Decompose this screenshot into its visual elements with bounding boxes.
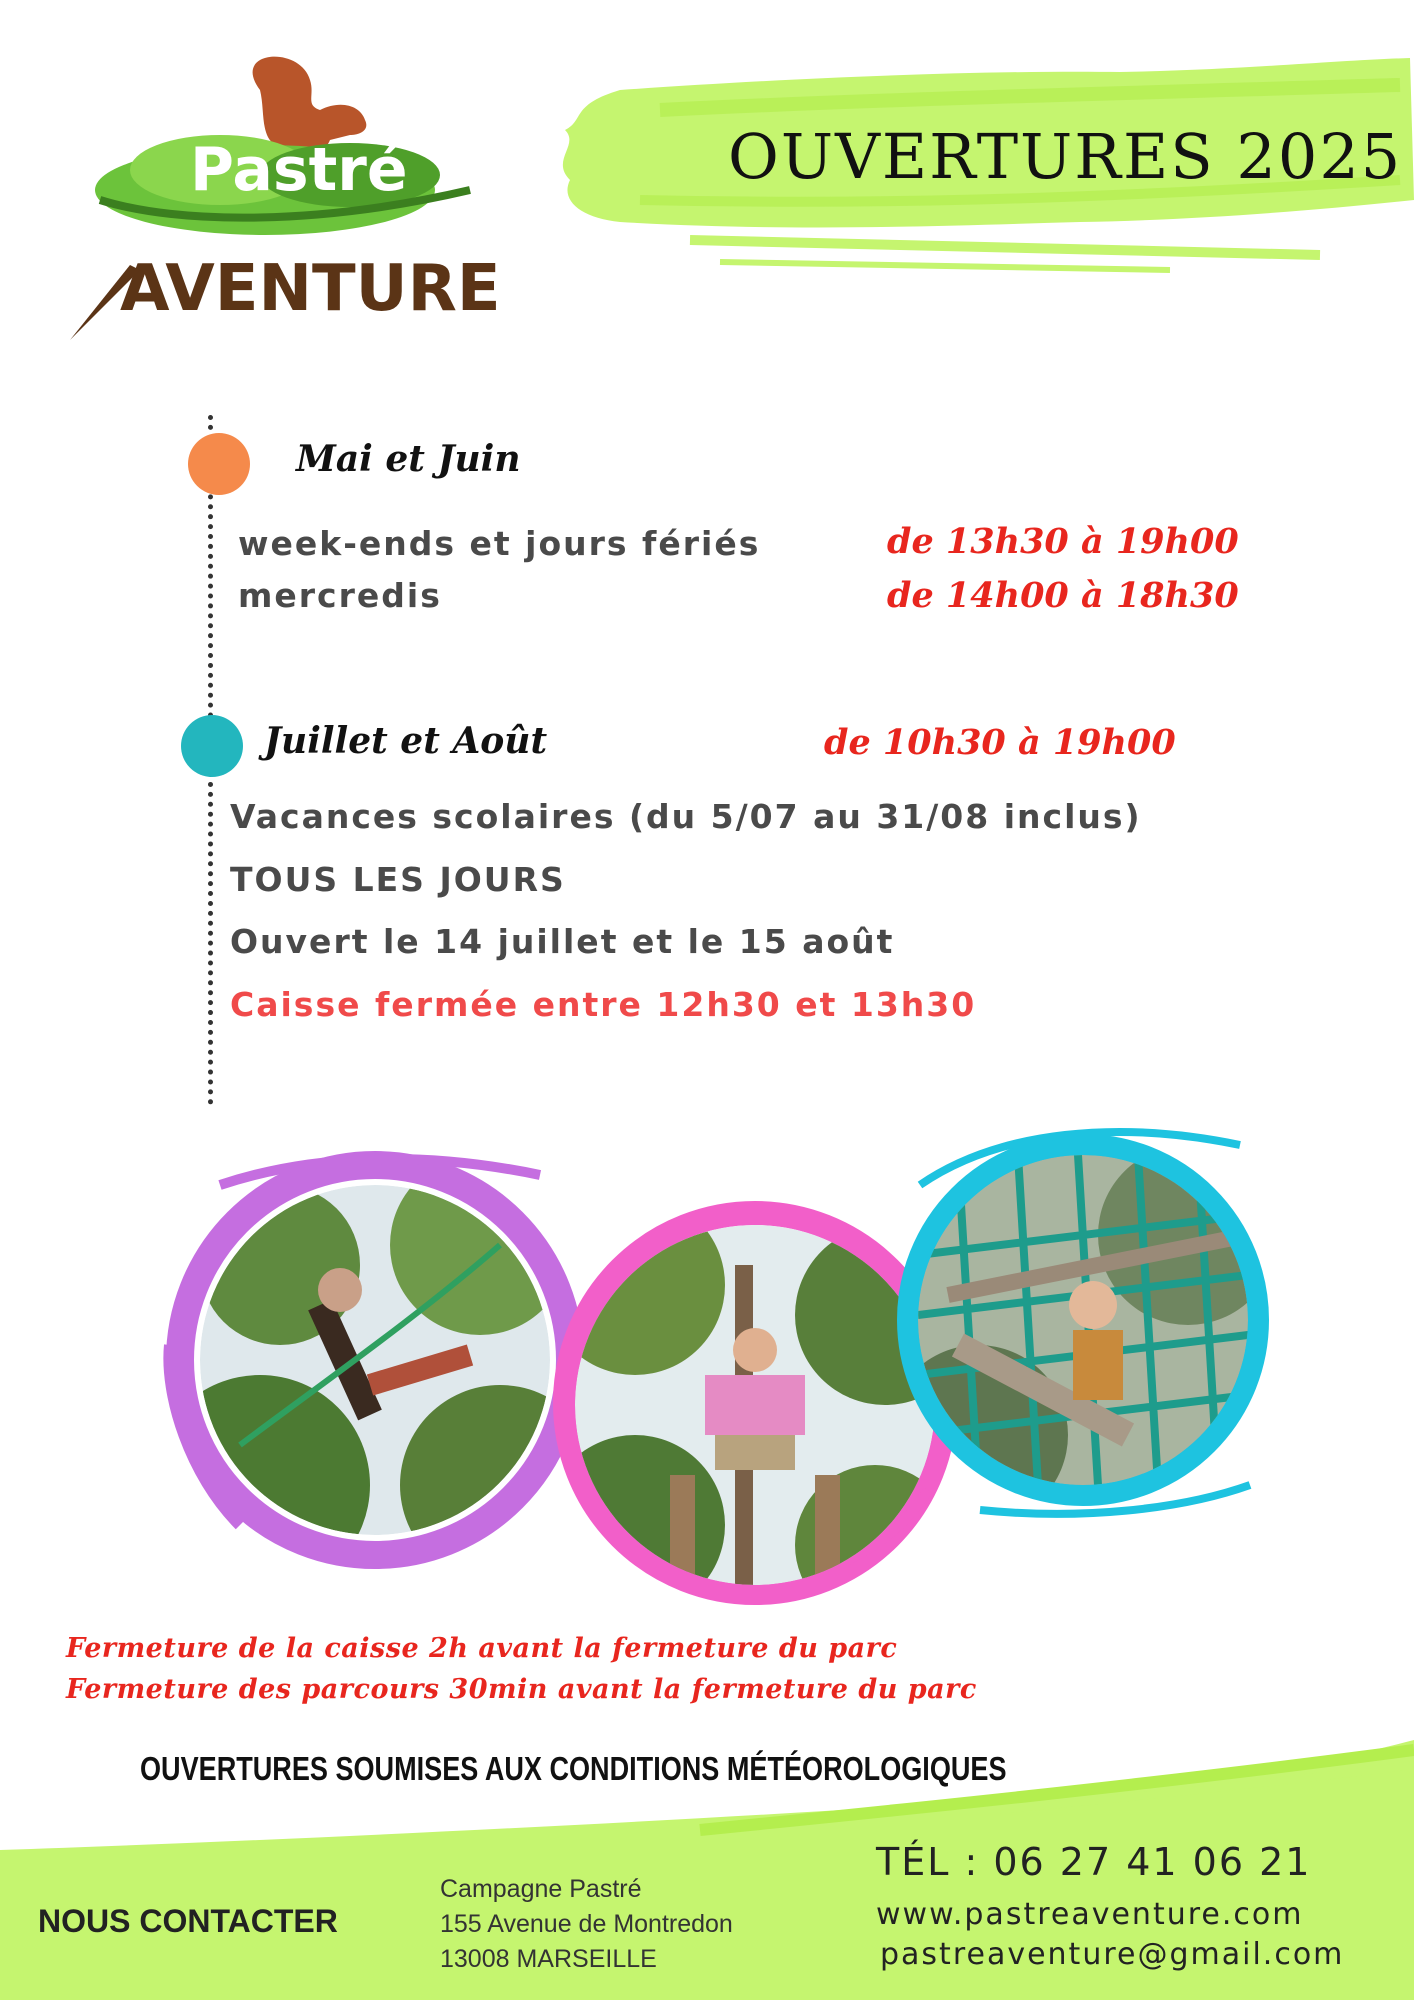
svg-text:Pastré: Pastré bbox=[190, 135, 408, 205]
contact-title: NOUS CONTACTER bbox=[38, 1903, 338, 1939]
website-link[interactable]: www.pastreaventure.com bbox=[876, 1897, 1304, 1932]
schedule-hours-mercredis: de 14h00 à 18h30 bbox=[887, 575, 1239, 616]
season-2-marker bbox=[181, 715, 243, 777]
schedule-label-weekends: week-ends et jours fériés bbox=[238, 524, 761, 563]
svg-text:AVENTURE: AVENTURE bbox=[120, 252, 501, 326]
phone-number[interactable]: TÉL : 06 27 41 06 21 bbox=[876, 1840, 1312, 1884]
season-2-title: Juillet et Août bbox=[264, 720, 548, 762]
email-link[interactable]: pastreaventure@gmail.com bbox=[880, 1937, 1345, 1972]
schedule-hours-weekends: de 13h30 à 19h00 bbox=[887, 521, 1239, 562]
photo-tree-climber-2 bbox=[575, 1225, 935, 1585]
page-title: OUVERTURES 2025 bbox=[728, 120, 1403, 193]
season-2-line-tous-les-jours: TOUS LES JOURS bbox=[230, 860, 566, 899]
photo-tree-climber-1 bbox=[200, 1185, 550, 1535]
season-1-title: Mai et Juin bbox=[296, 438, 521, 480]
season-2-line-vacances: Vacances scolaires (du 5/07 au 31/08 inclus) bbox=[230, 797, 1142, 836]
season-2-line-ouvert: Ouvert le 14 juillet et le 15 août bbox=[230, 922, 895, 961]
season-1-marker bbox=[188, 433, 250, 495]
note-caisse: Fermeture de la caisse 2h avant la fermeture du parc bbox=[66, 1633, 898, 1664]
pastre-aventure-logo bbox=[60, 50, 530, 350]
address-line-3: 13008 MARSEILLE bbox=[440, 1945, 657, 1973]
schedule-label-mercredis: mercredis bbox=[238, 576, 442, 615]
address-line-1: Campagne Pastré bbox=[440, 1875, 642, 1903]
weather-notice: OUVERTURES SOUMISES AUX CONDITIONS MÉTÉOROLOGIQUES bbox=[140, 1750, 1007, 1787]
season-2-line-caisse: Caisse fermée entre 12h30 et 13h30 bbox=[230, 985, 977, 1024]
address-line-2: 155 Avenue de Montredon bbox=[440, 1910, 733, 1938]
season-2-hours: de 10h30 à 19h00 bbox=[824, 722, 1176, 763]
note-parcours: Fermeture des parcours 30min avant la fermeture du parc bbox=[66, 1674, 977, 1705]
photo-net-bridge-climber bbox=[918, 1155, 1248, 1485]
